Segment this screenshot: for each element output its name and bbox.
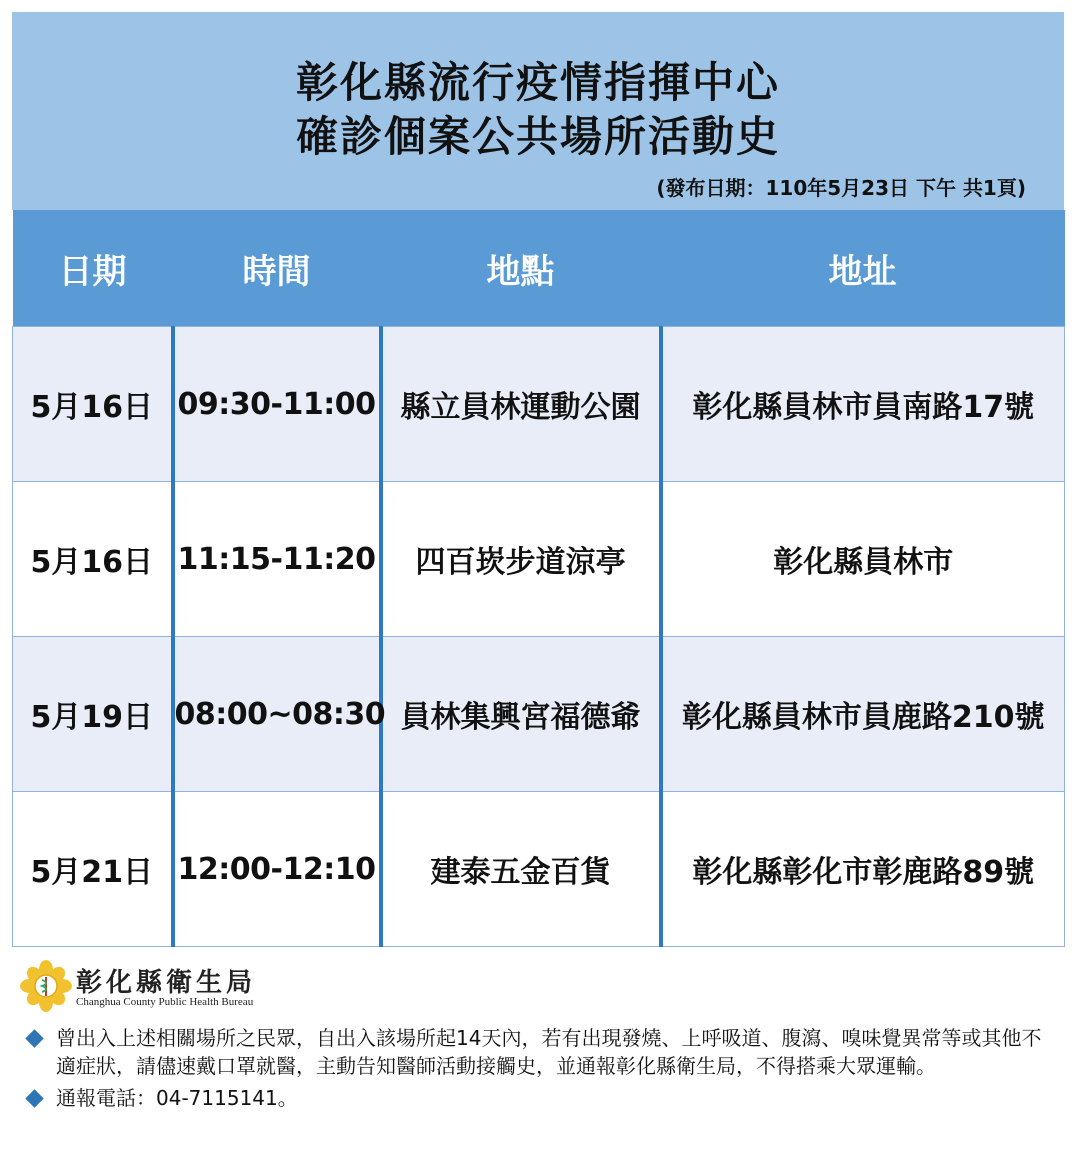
bureau-name-cn: 彰化縣衛生局 <box>76 968 257 998</box>
cell-place: 縣立員林運動公園 <box>381 327 661 482</box>
table-row <box>13 637 1065 792</box>
cell-place: 員林集興宮福德爺 <box>381 637 661 792</box>
cell-address: 彰化縣彰化市彰鹿路89號 <box>661 792 1065 947</box>
note-item <box>22 1024 1052 1080</box>
cell-date: 5月19日 <box>13 637 173 792</box>
cell-place: 建泰五金百貨 <box>381 792 661 947</box>
cell-date: 5月21日 <box>13 792 173 947</box>
table-row <box>13 327 1065 482</box>
page-subtitle: 確診個案公共場所活動史 <box>295 112 780 161</box>
cell-address: 彰化縣員林市 <box>661 482 1065 637</box>
cell-time: 08:00~08:30 <box>173 637 381 792</box>
table-row <box>13 792 1065 947</box>
diamond-bullet-icon <box>25 1029 43 1047</box>
column-header-date: 日期 <box>13 210 173 327</box>
cell-date: 5月16日 <box>13 482 173 637</box>
note-text: 通報電話：04-7115141。 <box>56 1086 298 1110</box>
note-text: 曾出入上述相關場所之民眾，自出入該場所起14天內，若有出現發燒、上呼吸道、腹瀉、嗅味覺異常等或其他不適症狀，請儘速戴口罩就醫，主動告知醫師活動接觸史，並通報彰化縣衛生局，不得搭乘大眾運輸。 <box>56 1026 1042 1078</box>
diamond-bullet-icon <box>25 1089 43 1107</box>
cell-time: 11:15-11:20 <box>173 482 381 637</box>
cell-place: 四百崁步道涼亭 <box>381 482 661 637</box>
bureau-name-en: Changhua County Public Health Bureau <box>76 996 254 1008</box>
bureau-logo <box>20 960 260 1014</box>
cell-address: 彰化縣員林市員鹿路210號 <box>661 637 1065 792</box>
table-header-row <box>13 210 1065 327</box>
cell-address: 彰化縣員林市員南路17號 <box>661 327 1065 482</box>
header-banner <box>12 12 1064 210</box>
note-item <box>22 1084 1052 1112</box>
health-bureau-emblem-icon <box>20 960 72 1012</box>
cell-time: 12:00-12:10 <box>173 792 381 947</box>
activity-table <box>12 210 1065 947</box>
issued-date: (發布日期：110年5月23日 下午 共1頁) <box>656 176 1026 200</box>
page-title: 彰化縣流行疫情指揮中心 <box>295 58 780 107</box>
column-header-place: 地點 <box>381 210 661 327</box>
column-header-time: 時間 <box>173 210 381 327</box>
cell-time: 09:30-11:00 <box>173 327 381 482</box>
cell-date: 5月16日 <box>13 327 173 482</box>
table-row <box>13 482 1065 637</box>
notes-section <box>22 1024 1052 1116</box>
column-header-address: 地址 <box>661 210 1065 327</box>
